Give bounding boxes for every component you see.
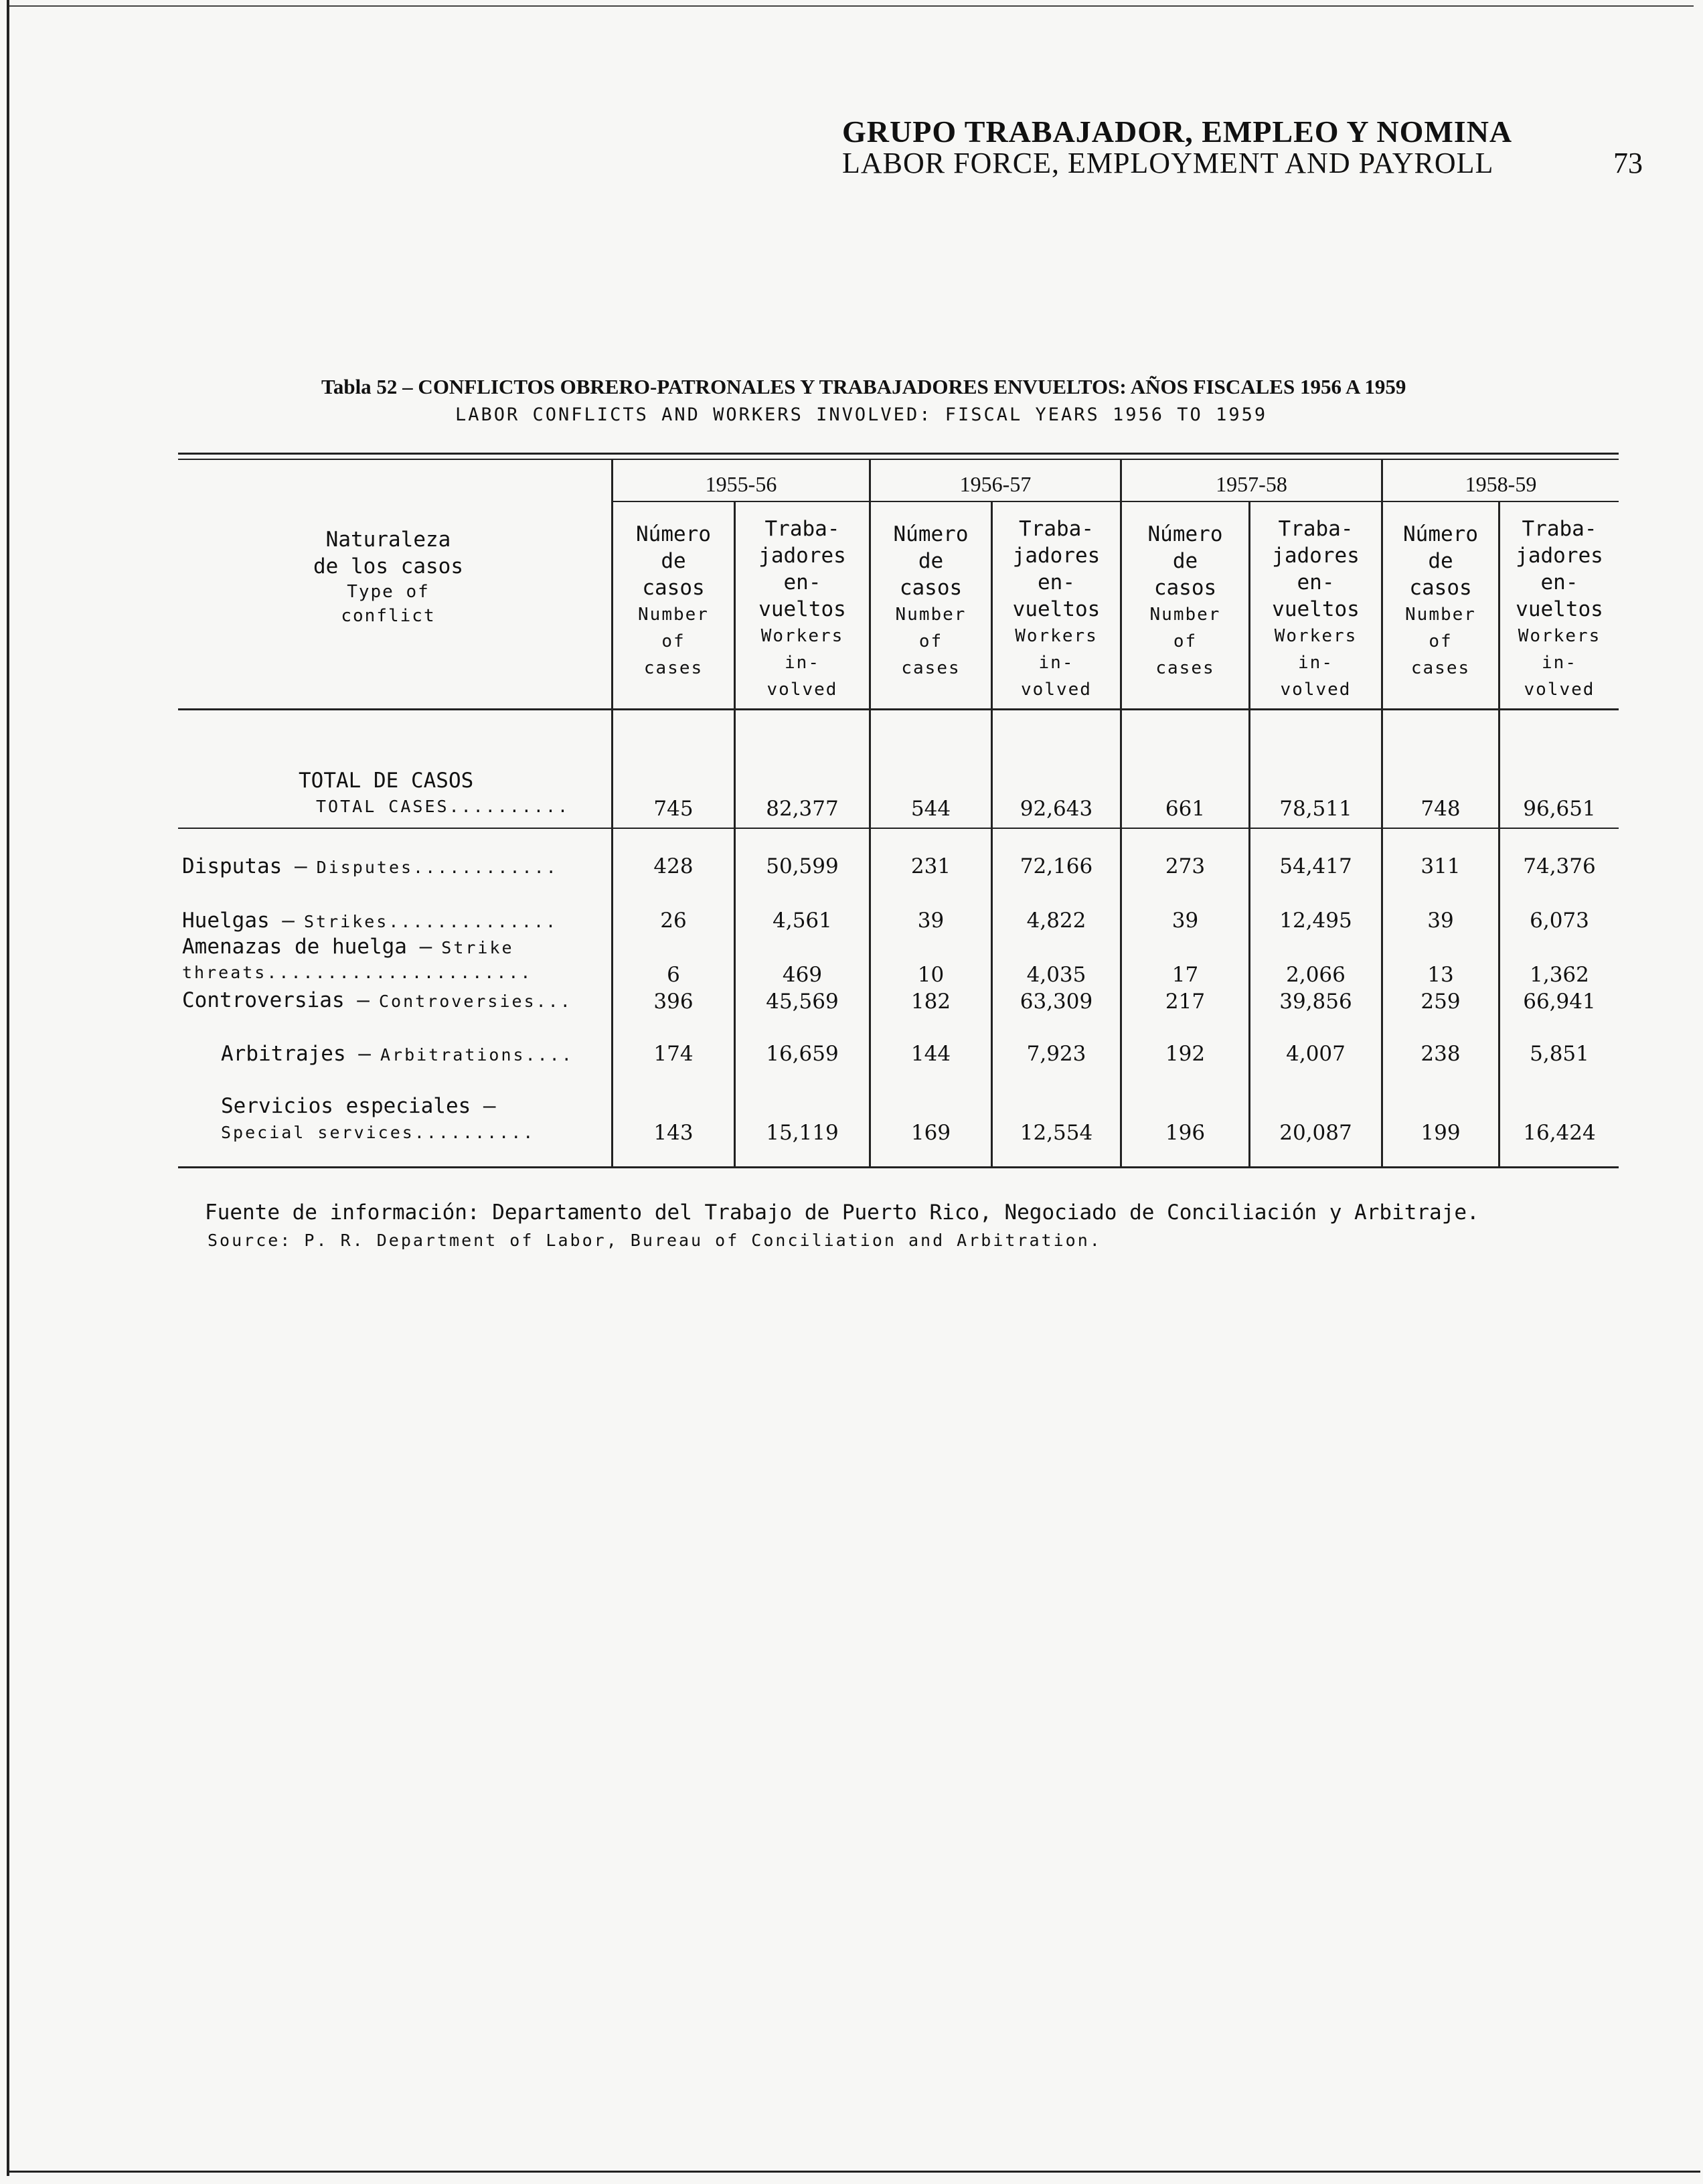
column-header — [993, 516, 1120, 703]
running-header-english: LABOR FORCE, EMPLOYMENT AND PAYROLL — [842, 147, 1494, 179]
table-cell-value: 12,495 — [1279, 909, 1352, 933]
table-cell-value: 428 — [653, 854, 694, 878]
year-header: 1958-59 — [1465, 472, 1537, 496]
column-header-line: Workers — [760, 626, 844, 646]
column-header-line: in- — [785, 653, 820, 673]
column-header-line: cases — [1155, 658, 1215, 678]
table-cell-value: 16,424 — [1523, 1121, 1596, 1145]
row-label-english: threats...................... — [182, 963, 533, 982]
table-cell-value: 311 — [1421, 854, 1461, 878]
table-cell-value: 2,066 — [1286, 963, 1346, 987]
column-header-line: Workers — [1518, 626, 1601, 646]
column-header-line: vueltos — [758, 597, 846, 621]
column-header-line: volved — [766, 680, 838, 700]
column-header-line: Number — [1405, 605, 1476, 625]
table-cell-value: 544 — [910, 797, 951, 821]
table-cell-value: 6,073 — [1530, 909, 1589, 933]
total-row-rule — [178, 828, 1619, 829]
column-header-line: volved — [1524, 680, 1595, 700]
column-header — [1122, 521, 1248, 682]
stub-head-line: Naturaleza — [325, 528, 451, 552]
row-label-spanish: Huelgas – — [182, 909, 295, 933]
row-label-spanish: TOTAL DE CASOS — [299, 769, 474, 793]
column-header — [1500, 516, 1619, 703]
table-cell-value: 63,309 — [1020, 990, 1093, 1014]
column-header — [613, 521, 734, 682]
stub-head-english — [295, 580, 482, 628]
table-cell-value: 169 — [910, 1121, 951, 1145]
table-cell-value: 15,119 — [766, 1121, 839, 1145]
table-cell-value: 144 — [910, 1042, 951, 1066]
table-cell-value: 1,362 — [1530, 963, 1589, 987]
table-cell-value: 469 — [782, 963, 823, 987]
row-label-spanish: Controversias – — [182, 988, 370, 1012]
running-header-spanish: GRUPO TRABAJADOR, EMPLEO Y NOMINA — [842, 114, 1513, 149]
column-header-line: in- — [1038, 653, 1074, 673]
column-header — [1383, 521, 1498, 682]
column-header-line: Traba- — [1522, 517, 1597, 541]
column-header-line: of — [918, 631, 943, 651]
table-cell-value: 66,941 — [1523, 990, 1596, 1014]
column-header-bottom-rule — [178, 708, 1619, 710]
year-header: 1955-56 — [705, 472, 777, 496]
table-cell-value: 78,511 — [1279, 797, 1352, 821]
table-cell-value: 12,554 — [1020, 1121, 1093, 1145]
table-cell-value: 13 — [1427, 963, 1454, 987]
table-top-rule — [178, 453, 1619, 455]
table-cell-value: 45,569 — [766, 990, 839, 1014]
table-cell-value: 96,651 — [1523, 797, 1596, 821]
column-header-line: en- — [1038, 570, 1075, 595]
row-label — [182, 909, 558, 933]
table-cell-value: 4,007 — [1286, 1042, 1346, 1066]
table-cell-value: 217 — [1165, 990, 1206, 1014]
column-header-line: Traba- — [1278, 517, 1354, 541]
stub-head-spanish — [274, 526, 502, 580]
table-cell-value: 199 — [1421, 1121, 1461, 1145]
year-header-rule — [611, 501, 1619, 502]
row-label-text: Amenazas de huelga – — [182, 935, 432, 959]
column-header-line: cases — [901, 658, 961, 678]
column-header — [736, 516, 869, 703]
table-cell-value: 20,087 — [1279, 1121, 1352, 1145]
column-header-line: Número — [636, 522, 711, 546]
stub-head-line: conflict — [341, 606, 436, 626]
stub-head-line: de los casos — [313, 554, 463, 578]
table-cell-value: 143 — [653, 1121, 694, 1145]
row-label-spanish: Disputas – — [182, 854, 307, 878]
table-cell-value: 273 — [1165, 854, 1206, 878]
column-header-line: jadores — [758, 544, 846, 568]
row-label-spanish: Servicios especiales – — [221, 1094, 496, 1118]
column-header-line: de — [1428, 549, 1453, 573]
stub-head-line: Type of — [347, 582, 430, 602]
column-header-line: in- — [1298, 653, 1333, 673]
row-label — [221, 1042, 574, 1066]
table-cell-value: 50,599 — [766, 854, 839, 878]
table-cell-value: 4,822 — [1026, 909, 1086, 933]
row-label-spanish: Arbitrajes – — [221, 1042, 371, 1066]
row-label-spanish — [182, 935, 514, 959]
column-header-line: casos — [1409, 576, 1472, 600]
row-label-english: Controversies... — [378, 992, 572, 1011]
table-cell-value: 182 — [910, 990, 951, 1014]
table-cell-value: 259 — [1421, 990, 1461, 1014]
row-label — [182, 854, 558, 878]
page-number: 73 — [1613, 147, 1643, 179]
row-label-english: TOTAL CASES.......... — [316, 797, 570, 816]
column-header-line: Traba- — [1019, 517, 1094, 541]
table-top-rule-2 — [178, 459, 1619, 460]
column-header-line: Number — [1149, 605, 1221, 625]
column-header-line: of — [1429, 631, 1453, 651]
table-cell-value: 231 — [910, 854, 951, 878]
row-label-english: Strike — [441, 938, 514, 957]
table-cell-value: 396 — [653, 990, 694, 1014]
column-header-line: vueltos — [1516, 597, 1603, 621]
table-cell-value: 238 — [1421, 1042, 1461, 1066]
column-header — [1250, 516, 1381, 703]
page-border-bottom — [7, 2171, 1700, 2173]
column-header-line: Traba- — [764, 517, 840, 541]
row-label-english: Special services.......... — [221, 1123, 536, 1142]
row-label — [182, 988, 572, 1012]
column-header-line: casos — [899, 576, 963, 600]
table-cell-value: 82,377 — [766, 797, 839, 821]
column-header-line: Number — [638, 605, 709, 625]
column-header-line: de — [918, 549, 944, 573]
column-header-line: vueltos — [1012, 597, 1101, 621]
row-label-english: Disputes............ — [316, 858, 558, 877]
table-cell-value: 4,561 — [773, 909, 832, 933]
table-cell-value: 26 — [660, 909, 687, 933]
column-header-line: Número — [893, 522, 969, 546]
column-header-line: Number — [895, 605, 967, 625]
page-border-left — [7, 0, 9, 2176]
source-note-english: Source: P. R. Department of Labor, Bureau of Conciliation and Arbitration. — [208, 1231, 1102, 1250]
table-cell-value: 16,659 — [766, 1042, 839, 1066]
column-header-line: volved — [1021, 680, 1092, 700]
table-cell-value: 4,035 — [1026, 963, 1086, 987]
table-cell-value: 39 — [917, 909, 945, 933]
table-cell-value: 17 — [1171, 963, 1199, 987]
column-header-line: Número — [1147, 522, 1223, 546]
table-cell-value: 192 — [1165, 1042, 1206, 1066]
table-title-spanish: Tabla 52 – CONFLICTOS OBRERO-PATRONALES Y TRABAJADORES ENVUELTOS: AÑOS FISCALES 1956 A 1959 — [321, 375, 1406, 398]
table-cell-value: 748 — [1421, 797, 1461, 821]
column-header-line: volved — [1280, 680, 1352, 700]
source-note-spanish: Fuente de información: Departamento del Trabajo de Puerto Rico, Negociado de Conciliación y Arbitraje. — [205, 1200, 1479, 1225]
column-header-line: of — [661, 631, 685, 651]
table-cell-value: 7,923 — [1026, 1042, 1086, 1066]
column-header-line: Workers — [1274, 626, 1358, 646]
table-cell-value: 10 — [917, 963, 945, 987]
row-label-english: Arbitrations.... — [380, 1045, 574, 1065]
column-header-line: jadores — [1516, 544, 1603, 568]
row-label-english: Strikes.............. — [303, 912, 558, 931]
column-header-line: casos — [642, 576, 705, 600]
column-header — [871, 521, 991, 682]
table-cell-value: 92,643 — [1020, 797, 1093, 821]
table-cell-value: 745 — [653, 797, 694, 821]
table-cell-value: 174 — [653, 1042, 694, 1066]
column-header-line: jadores — [1272, 544, 1360, 568]
year-header: 1956-57 — [959, 472, 1032, 496]
page-border-top — [7, 5, 1694, 7]
column-header-line: Número — [1403, 522, 1478, 546]
table-cell-value: 74,376 — [1523, 854, 1596, 878]
table-bottom-rule — [178, 1166, 1619, 1168]
table-cell-value: 54,417 — [1279, 854, 1352, 878]
table-title-english: LABOR CONFLICTS AND WORKERS INVOLVED: FISCAL YEARS 1956 TO 1959 — [455, 404, 1268, 425]
table-cell-value: 5,851 — [1530, 1042, 1589, 1066]
column-header-line: en- — [1297, 570, 1335, 595]
column-header-line: jadores — [1012, 544, 1101, 568]
column-header-line: cases — [643, 658, 704, 678]
column-header-line: Workers — [1015, 626, 1098, 646]
table-cell-value: 196 — [1165, 1121, 1206, 1145]
column-header-line: cases — [1410, 658, 1471, 678]
column-header-line: en- — [1540, 570, 1578, 595]
table-cell-value: 661 — [1165, 797, 1206, 821]
column-header-line: en- — [783, 570, 821, 595]
column-header-line: de — [661, 549, 686, 573]
table-cell-value: 6 — [667, 963, 680, 987]
column-header-line: in- — [1542, 653, 1577, 673]
year-header: 1957-58 — [1216, 472, 1287, 496]
column-header-line: de — [1172, 549, 1198, 573]
column-header-line: vueltos — [1272, 597, 1360, 621]
column-header-line: casos — [1153, 576, 1217, 600]
table-cell-value: 39 — [1171, 909, 1199, 933]
column-header-line: of — [1173, 631, 1198, 651]
table-cell-value: 39,856 — [1279, 990, 1352, 1014]
table-cell-value: 39 — [1427, 909, 1454, 933]
table-cell-value: 72,166 — [1020, 854, 1093, 878]
